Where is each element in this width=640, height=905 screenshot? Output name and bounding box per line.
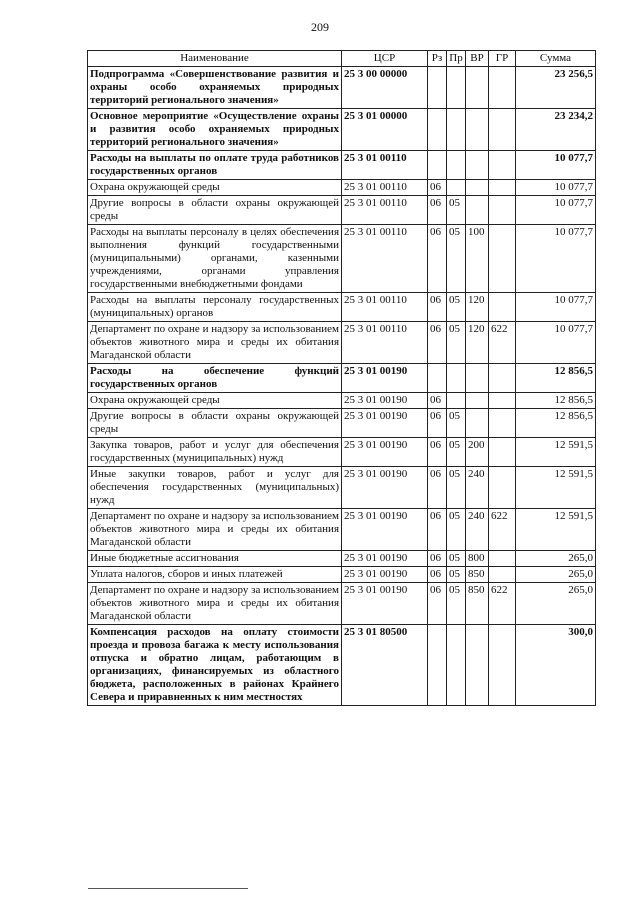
cell-vr: 120 xyxy=(466,322,489,364)
cell-vr xyxy=(466,625,489,706)
cell-rz: 06 xyxy=(428,551,447,567)
cell-vr xyxy=(466,409,489,438)
cell-sum: 10 077,7 xyxy=(516,322,596,364)
cell-gr xyxy=(489,293,516,322)
table-body xyxy=(88,67,596,706)
table-row xyxy=(88,180,596,196)
table-row xyxy=(88,322,596,364)
cell-name: Иные закупки товаров, работ и услуг для обеспечения государственных (муниципальных) нужд xyxy=(88,467,342,509)
cell-sum: 12 856,5 xyxy=(516,409,596,438)
cell-rz: 06 xyxy=(428,293,447,322)
cell-sum: 12 591,5 xyxy=(516,467,596,509)
cell-vr: 850 xyxy=(466,583,489,625)
cell-csr: 25 3 01 00110 xyxy=(342,225,428,293)
cell-vr: 240 xyxy=(466,509,489,551)
header-sum: Сумма xyxy=(516,51,596,67)
cell-pr: 05 xyxy=(447,409,466,438)
cell-csr: 25 3 00 00000 xyxy=(342,67,428,109)
cell-gr xyxy=(489,225,516,293)
cell-rz: 06 xyxy=(428,438,447,467)
cell-csr: 25 3 01 00190 xyxy=(342,551,428,567)
cell-pr: 05 xyxy=(447,225,466,293)
cell-pr: 05 xyxy=(447,438,466,467)
cell-pr xyxy=(447,364,466,393)
cell-rz xyxy=(428,364,447,393)
cell-rz: 06 xyxy=(428,467,447,509)
cell-gr xyxy=(489,364,516,393)
table-row xyxy=(88,409,596,438)
cell-csr: 25 3 01 00110 xyxy=(342,196,428,225)
cell-csr: 25 3 01 00190 xyxy=(342,467,428,509)
cell-vr xyxy=(466,151,489,180)
cell-sum: 10 077,7 xyxy=(516,180,596,196)
cell-rz: 06 xyxy=(428,393,447,409)
cell-csr: 25 3 01 80500 xyxy=(342,625,428,706)
cell-gr xyxy=(489,180,516,196)
cell-pr xyxy=(447,67,466,109)
table-row xyxy=(88,67,596,109)
cell-pr xyxy=(447,625,466,706)
cell-pr: 05 xyxy=(447,322,466,364)
cell-name: Расходы на выплаты персоналу государственных (муниципальных) органов xyxy=(88,293,342,322)
cell-sum: 12 856,5 xyxy=(516,364,596,393)
header-pr: Пр xyxy=(447,51,466,67)
table-row xyxy=(88,583,596,625)
cell-rz: 06 xyxy=(428,225,447,293)
cell-sum: 265,0 xyxy=(516,551,596,567)
cell-vr xyxy=(466,393,489,409)
cell-rz xyxy=(428,625,447,706)
cell-gr xyxy=(489,67,516,109)
cell-sum: 265,0 xyxy=(516,567,596,583)
cell-name: Основное мероприятие «Осуществление охраны и развития особо охраняемых природных территорий регионального значения» xyxy=(88,109,342,151)
cell-rz xyxy=(428,109,447,151)
header-name: Наименование xyxy=(88,51,342,67)
cell-name: Уплата налогов, сборов и иных платежей xyxy=(88,567,342,583)
cell-csr: 25 3 01 00190 xyxy=(342,393,428,409)
cell-gr xyxy=(489,438,516,467)
table-row xyxy=(88,567,596,583)
cell-sum: 12 591,5 xyxy=(516,438,596,467)
cell-gr xyxy=(489,151,516,180)
cell-vr xyxy=(466,364,489,393)
cell-vr: 800 xyxy=(466,551,489,567)
budget-table xyxy=(87,50,596,706)
header-vr: ВР xyxy=(466,51,489,67)
cell-name: Подпрограмма «Совершенствование развития и охраны особо охраняемых природных территорий регионального значения» xyxy=(88,67,342,109)
cell-vr xyxy=(466,180,489,196)
cell-sum: 10 077,7 xyxy=(516,151,596,180)
cell-rz: 06 xyxy=(428,509,447,551)
cell-rz: 06 xyxy=(428,409,447,438)
footnote-divider xyxy=(88,888,248,889)
cell-rz: 06 xyxy=(428,322,447,364)
cell-csr: 25 3 01 00000 xyxy=(342,109,428,151)
cell-sum: 12 856,5 xyxy=(516,393,596,409)
cell-vr: 120 xyxy=(466,293,489,322)
cell-rz xyxy=(428,67,447,109)
cell-gr: 622 xyxy=(489,583,516,625)
cell-sum: 23 234,2 xyxy=(516,109,596,151)
table-row xyxy=(88,625,596,706)
cell-pr xyxy=(447,393,466,409)
cell-name: Другие вопросы в области охраны окружающей среды xyxy=(88,196,342,225)
cell-name: Департамент по охране и надзору за использованием объектов животного мира и среды их обитания Магаданской области xyxy=(88,583,342,625)
header-csr: ЦСР xyxy=(342,51,428,67)
cell-csr: 25 3 01 00190 xyxy=(342,567,428,583)
header-gr: ГР xyxy=(489,51,516,67)
cell-sum: 10 077,7 xyxy=(516,196,596,225)
table-row xyxy=(88,551,596,567)
cell-sum: 300,0 xyxy=(516,625,596,706)
cell-sum: 23 256,5 xyxy=(516,67,596,109)
cell-pr: 05 xyxy=(447,567,466,583)
cell-vr xyxy=(466,67,489,109)
cell-pr: 05 xyxy=(447,551,466,567)
cell-sum: 265,0 xyxy=(516,583,596,625)
cell-pr: 05 xyxy=(447,293,466,322)
table-row xyxy=(88,109,596,151)
cell-gr xyxy=(489,409,516,438)
cell-gr: 622 xyxy=(489,322,516,364)
cell-name: Расходы на выплаты персоналу в целях обеспечения выполнения функций государственными (муниципальными) органами, казенными учреждениями, органами управления государственными внебюджетными фондами xyxy=(88,225,342,293)
cell-sum: 10 077,7 xyxy=(516,293,596,322)
cell-pr: 05 xyxy=(447,467,466,509)
cell-gr xyxy=(489,625,516,706)
cell-rz: 06 xyxy=(428,583,447,625)
cell-name: Департамент по охране и надзору за использованием объектов животного мира и среды их обитания Магаданской области xyxy=(88,509,342,551)
table-row xyxy=(88,467,596,509)
cell-vr xyxy=(466,196,489,225)
table-row xyxy=(88,364,596,393)
cell-csr: 25 3 01 00190 xyxy=(342,364,428,393)
cell-rz xyxy=(428,151,447,180)
cell-pr: 05 xyxy=(447,509,466,551)
table-row xyxy=(88,438,596,467)
table-row xyxy=(88,393,596,409)
cell-vr: 200 xyxy=(466,438,489,467)
cell-pr xyxy=(447,109,466,151)
cell-gr xyxy=(489,196,516,225)
table-row xyxy=(88,225,596,293)
cell-rz: 06 xyxy=(428,567,447,583)
table-row xyxy=(88,151,596,180)
table-header xyxy=(88,51,596,67)
cell-pr xyxy=(447,180,466,196)
cell-name: Другие вопросы в области охраны окружающей среды xyxy=(88,409,342,438)
cell-csr: 25 3 01 00110 xyxy=(342,322,428,364)
cell-name: Расходы на обеспечение функций государственных органов xyxy=(88,364,342,393)
cell-sum: 12 591,5 xyxy=(516,509,596,551)
cell-gr xyxy=(489,109,516,151)
cell-csr: 25 3 01 00110 xyxy=(342,293,428,322)
cell-name: Иные бюджетные ассигнования xyxy=(88,551,342,567)
cell-csr: 25 3 01 00110 xyxy=(342,151,428,180)
cell-vr: 850 xyxy=(466,567,489,583)
cell-rz: 06 xyxy=(428,196,447,225)
cell-name: Охрана окружающей среды xyxy=(88,393,342,409)
cell-name: Департамент по охране и надзору за использованием объектов животного мира и среды их обитания Магаданской области xyxy=(88,322,342,364)
header-rz: Рз xyxy=(428,51,447,67)
cell-vr: 240 xyxy=(466,467,489,509)
cell-pr: 05 xyxy=(447,196,466,225)
cell-csr: 25 3 01 00110 xyxy=(342,180,428,196)
cell-gr: 622 xyxy=(489,509,516,551)
cell-name: Закупка товаров, работ и услуг для обеспечения государственных (муниципальных) нужд xyxy=(88,438,342,467)
cell-rz: 06 xyxy=(428,180,447,196)
cell-csr: 25 3 01 00190 xyxy=(342,509,428,551)
cell-name: Расходы на выплаты по оплате труда работников государственных органов xyxy=(88,151,342,180)
cell-gr xyxy=(489,567,516,583)
table-row xyxy=(88,509,596,551)
cell-gr xyxy=(489,467,516,509)
page-number: 209 xyxy=(311,20,329,34)
cell-name: Компенсация расходов на оплату стоимости проезда и провоза багажа к месту использования отпуска и обратно лицам, работающим в организациях, финансируемых из областного бюджета, расположенных в районах Крайнего Севера и приравненных к ним местностях xyxy=(88,625,342,706)
table-row xyxy=(88,293,596,322)
cell-pr: 05 xyxy=(447,583,466,625)
cell-vr xyxy=(466,109,489,151)
cell-gr xyxy=(489,393,516,409)
cell-csr: 25 3 01 00190 xyxy=(342,409,428,438)
header-row xyxy=(88,51,596,67)
cell-gr xyxy=(489,551,516,567)
cell-csr: 25 3 01 00190 xyxy=(342,583,428,625)
cell-vr: 100 xyxy=(466,225,489,293)
cell-pr xyxy=(447,151,466,180)
cell-name: Охрана окружающей среды xyxy=(88,180,342,196)
cell-sum: 10 077,7 xyxy=(516,225,596,293)
table-row xyxy=(88,196,596,225)
cell-csr: 25 3 01 00190 xyxy=(342,438,428,467)
